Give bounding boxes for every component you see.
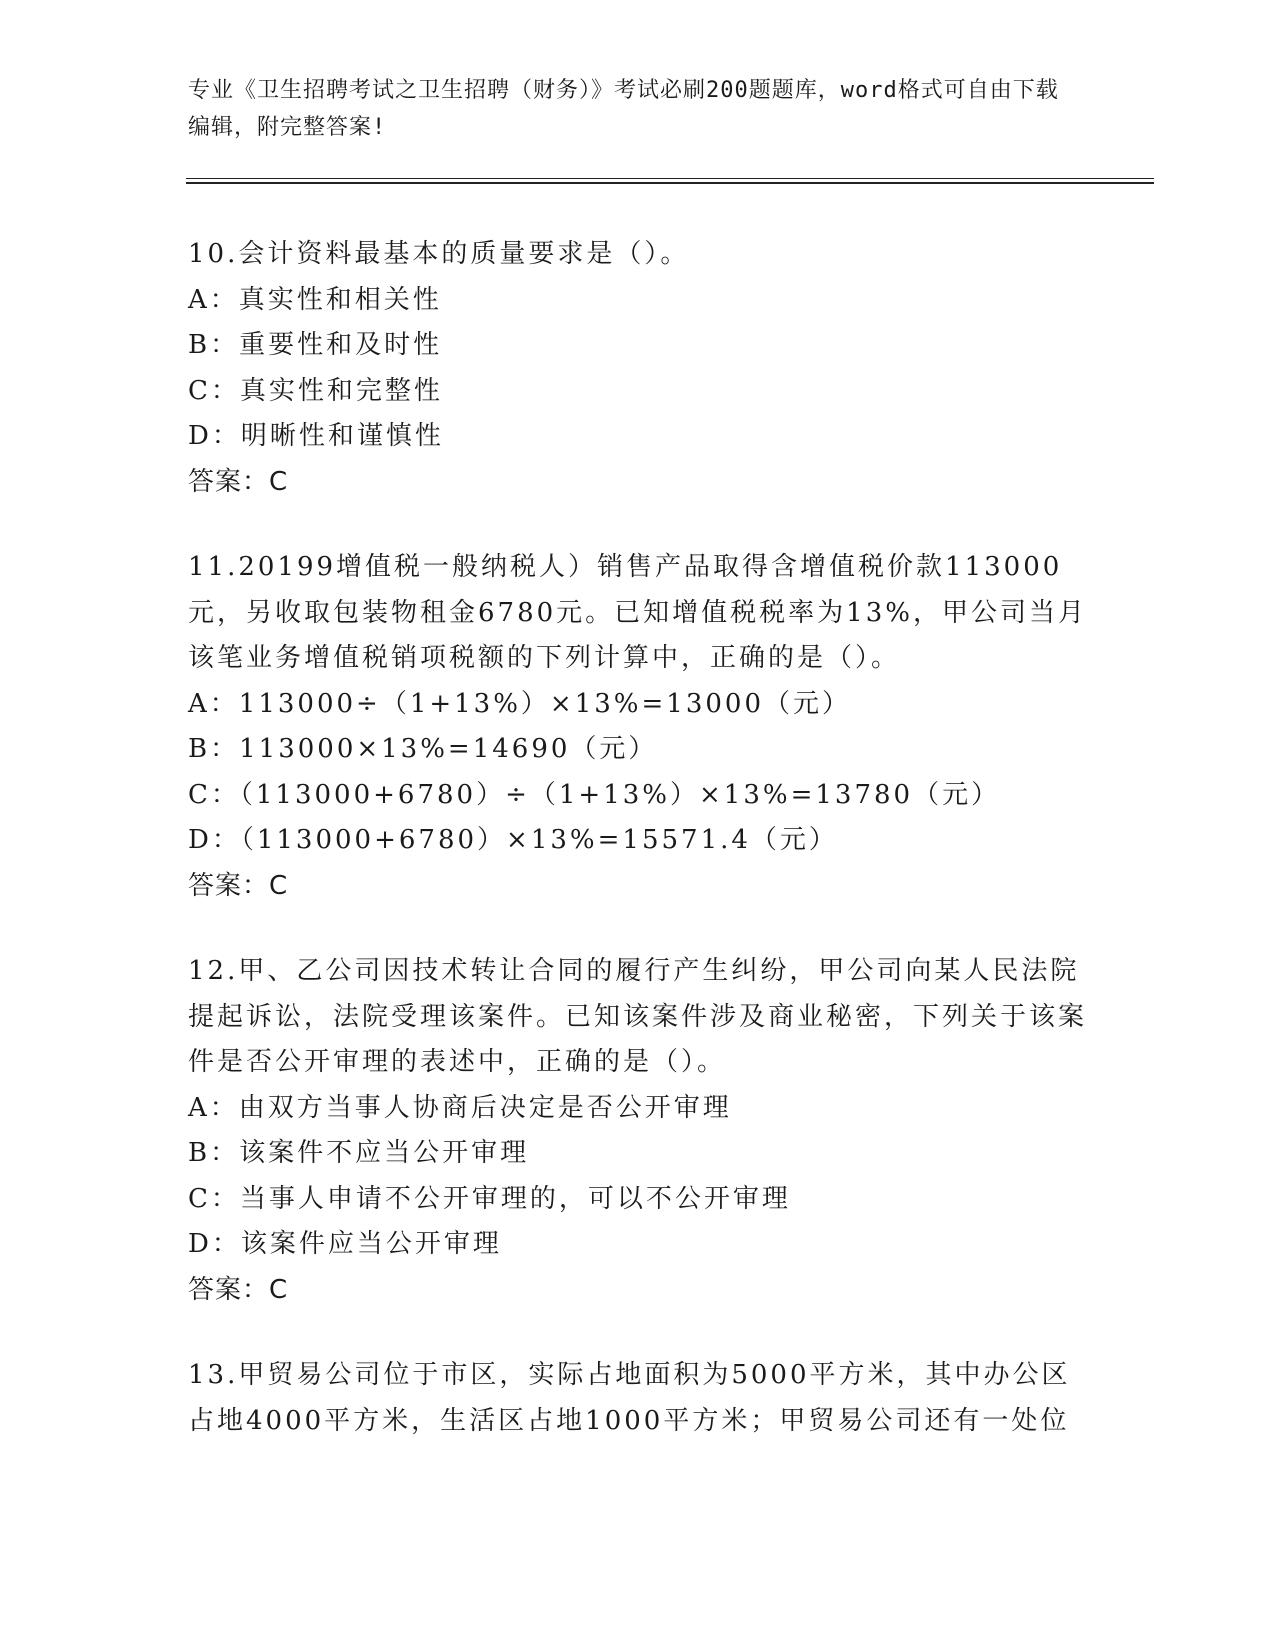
option-a: A：真实性和相关性: [188, 284, 442, 315]
document-intro: 专业《卫生招聘考试之卫生招聘（财务）》考试必刷200题题库，word格式可自由下载编辑，附完整答案!: [188, 78, 1059, 140]
option-a: A：113000÷（1+13%）×13%=13000（元）: [188, 688, 851, 719]
question-stem: 12.甲、乙公司因技术转让合同的履行产生纠纷，甲公司向某人民法院提起诉讼，法院受理该案件。已知该案件涉及商业秘密，下列关于该案件是否公开审理的表述中，正确的是（）。: [188, 956, 1088, 1077]
option-c: C：（113000+6780）÷（1+13%）×13%=13780（元）: [188, 779, 1001, 810]
option-d: D：该案件应当公开审理: [188, 1229, 502, 1259]
answer: 答案：C: [188, 1274, 289, 1305]
answer: 答案：C: [188, 466, 289, 497]
option-a: A：由双方当事人协商后决定是否公开审理: [188, 1092, 732, 1123]
header-divider-top: [186, 178, 1154, 179]
header-divider-bottom: [186, 182, 1154, 184]
question-list: [188, 232, 1088, 1484]
question-stem: 13.甲贸易公司位于市区，实际占地面积为5000平方米，其中办公区占地4000平方米，生活区占地1000平方米；甲贸易公司还有一处位: [188, 1360, 1071, 1436]
option-c: C：当事人申请不公开审理的，可以不公开审理: [188, 1183, 791, 1214]
answer: 答案：C: [188, 870, 289, 901]
option-b: B：重要性和及时性: [188, 330, 443, 360]
question-stem: 10.会计资料最基本的质量要求是（）。: [188, 239, 690, 269]
option-b: B：该案件不应当公开审理: [188, 1138, 530, 1168]
option-b: B：113000×13%=14690（元）: [188, 734, 658, 764]
question-10: [188, 232, 1088, 505]
question-stem: 11.20199增值税一般纳税人）销售产品取得含增值税价款113000元，另收取包装物租金6780元。已知增值税税率为13%，甲公司当月该笔业务增值税销项税额的下列计算中，正确的是（）。: [188, 552, 1087, 673]
question-12: [188, 949, 1088, 1313]
question-13: [188, 1353, 1088, 1444]
question-11: [188, 545, 1088, 909]
option-d: D：（113000+6780）×13%=15571.4（元）: [188, 825, 838, 855]
option-d: D：明晰性和谨慎性: [188, 421, 444, 451]
option-c: C：真实性和完整性: [188, 375, 443, 406]
